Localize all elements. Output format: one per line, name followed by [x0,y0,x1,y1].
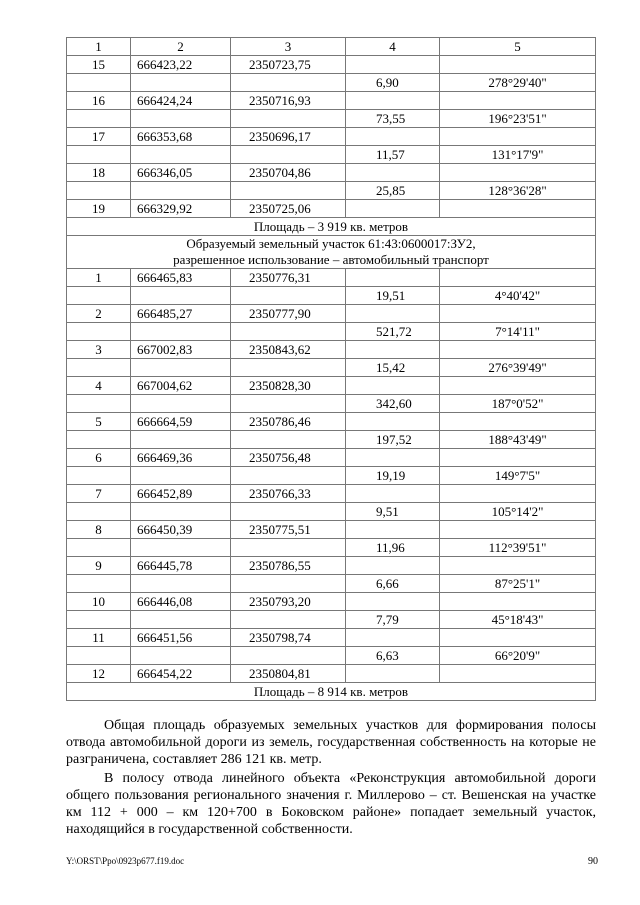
empty-cell [67,647,131,665]
table-row [67,665,596,683]
empty-cell [440,128,596,146]
coord-y: 2350775,51 [231,521,346,539]
empty-cell [346,341,440,359]
table-row [67,341,596,359]
point-number: 7 [67,485,131,503]
empty-cell [131,575,231,593]
table-row [67,503,596,521]
point-number: 1 [67,269,131,287]
empty-cell [131,110,231,128]
empty-cell [346,56,440,74]
distance: 342,60 [346,395,440,413]
distance: 7,79 [346,611,440,629]
header-col-4: 4 [346,38,440,56]
empty-cell [231,431,346,449]
empty-cell [231,575,346,593]
direction-angle: 4°40'42" [440,287,596,305]
direction-angle: 66°20'9" [440,647,596,665]
paragraph-total-area-text: Общая площадь образуемых земельных участков для формирования полосы отвода автомобильной дороги из земель, государственная собственность на которые не разграничена, составляет 286 121 кв. метр. [66,718,596,767]
coord-x: 666454,22 [131,665,231,683]
table-row [67,236,596,269]
coord-y: 2350804,81 [231,665,346,683]
coord-y: 2350843,62 [231,341,346,359]
empty-cell [67,110,131,128]
distance: 6,66 [346,575,440,593]
coord-x: 666465,83 [131,269,231,287]
empty-cell [440,305,596,323]
empty-cell [346,665,440,683]
point-number: 16 [67,92,131,110]
table-row [67,377,596,395]
empty-cell [231,467,346,485]
table-row [67,593,596,611]
table-row [67,323,596,341]
coord-x: 666445,78 [131,557,231,575]
empty-cell [231,110,346,128]
empty-cell [231,647,346,665]
coord-y: 2350756,48 [231,449,346,467]
coord-x: 666346,05 [131,164,231,182]
empty-cell [346,449,440,467]
coord-y: 2350777,90 [231,305,346,323]
table-row [67,74,596,92]
header-col-5: 5 [440,38,596,56]
table-row [67,539,596,557]
empty-cell [231,359,346,377]
empty-cell [440,377,596,395]
empty-cell [231,182,346,200]
table-row [67,629,596,647]
point-number: 17 [67,128,131,146]
section-title-line: разрешенное использование – автомобильный транспорт [173,252,489,267]
coord-x: 667002,83 [131,341,231,359]
point-number: 8 [67,521,131,539]
table-row [67,467,596,485]
empty-cell [346,377,440,395]
empty-cell [440,341,596,359]
table-row [67,521,596,539]
coord-y: 2350696,17 [231,128,346,146]
coord-y: 2350798,74 [231,629,346,647]
table-row [67,269,596,287]
empty-cell [67,287,131,305]
table-row [67,485,596,503]
empty-cell [131,323,231,341]
area-row-line: Площадь – 3 919 кв. метров [253,218,409,234]
point-number: 10 [67,593,131,611]
empty-cell [67,611,131,629]
coord-x: 666452,89 [131,485,231,503]
empty-cell [440,449,596,467]
empty-cell [67,359,131,377]
empty-cell [346,557,440,575]
distance: 9,51 [346,503,440,521]
direction-angle: 187°0'52" [440,395,596,413]
table-row [67,287,596,305]
empty-cell [346,269,440,287]
area-row [67,218,596,236]
point-number: 2 [67,305,131,323]
empty-cell [67,182,131,200]
distance: 25,85 [346,182,440,200]
empty-cell [440,269,596,287]
empty-cell [231,395,346,413]
table-row [67,449,596,467]
distance: 521,72 [346,323,440,341]
empty-cell [231,323,346,341]
direction-angle: 45°18'43" [440,611,596,629]
empty-cell [231,146,346,164]
empty-cell [231,503,346,521]
empty-cell [346,485,440,503]
coord-x: 666329,92 [131,200,231,218]
empty-cell [346,305,440,323]
empty-cell [131,146,231,164]
empty-cell [440,200,596,218]
coord-y: 2350776,31 [231,269,346,287]
coord-x: 666664,59 [131,413,231,431]
table-row [67,611,596,629]
distance: 197,52 [346,431,440,449]
coord-y: 2350716,93 [231,92,346,110]
empty-cell [440,521,596,539]
table-row [67,110,596,128]
table-row [67,359,596,377]
coordinates-table-body [67,38,596,701]
direction-angle: 7°14'11" [440,323,596,341]
empty-cell [440,665,596,683]
table-row [67,683,596,701]
coord-x: 666353,68 [131,128,231,146]
empty-cell [440,164,596,182]
empty-cell [131,395,231,413]
direction-angle: 196°23'51" [440,110,596,128]
empty-cell [67,575,131,593]
direction-angle: 131°17'9" [440,146,596,164]
empty-cell [131,647,231,665]
paragraph-total-area [66,717,596,768]
point-number: 12 [67,665,131,683]
empty-cell [131,287,231,305]
coord-x: 666450,39 [131,521,231,539]
distance: 15,42 [346,359,440,377]
coord-y: 2350723,75 [231,56,346,74]
paragraph-land-plot [66,770,596,838]
footer-file-path: Y:\ORST\Ppo\0923p677.f19.doc [66,856,185,866]
table-row [67,164,596,182]
empty-cell [131,539,231,557]
table-row [67,557,596,575]
empty-cell [131,359,231,377]
empty-cell [440,557,596,575]
section-title-line: Образуемый земельный участок 61:43:0600017:ЗУ2, [186,236,476,251]
empty-cell [346,164,440,182]
empty-cell [131,503,231,521]
empty-cell [440,413,596,431]
empty-cell [131,611,231,629]
direction-angle: 87°25'1" [440,575,596,593]
section-title [67,236,596,269]
empty-cell [440,629,596,647]
coord-x: 666485,27 [131,305,231,323]
header-col-3: 3 [231,38,346,56]
coord-y: 2350766,33 [231,485,346,503]
empty-cell [346,92,440,110]
empty-cell [67,539,131,557]
coord-x: 666469,36 [131,449,231,467]
paragraph-land-plot-text: В полосу отвода линейного объекта «Реконструкция автомобильной дороги общего пользования регионального значения г. Миллерово – ст. Вешенская на участке км 112 + 000 – км 120+700 в Боковском районе» попадает земельный участок, находящийся в государственной собственности. [66,771,596,837]
coord-x: 666446,08 [131,593,231,611]
direction-angle: 278°29'40" [440,74,596,92]
table-row [67,200,596,218]
table-row [67,647,596,665]
point-number: 11 [67,629,131,647]
empty-cell [346,593,440,611]
point-number: 3 [67,341,131,359]
direction-angle: 276°39'49" [440,359,596,377]
empty-cell [131,431,231,449]
distance: 11,96 [346,539,440,557]
coord-x: 666423,22 [131,56,231,74]
coord-y: 2350793,20 [231,593,346,611]
distance: 6,63 [346,647,440,665]
empty-cell [67,503,131,521]
coord-y: 2350786,46 [231,413,346,431]
table-row [67,305,596,323]
coord-y: 2350704,86 [231,164,346,182]
point-number: 6 [67,449,131,467]
empty-cell [440,485,596,503]
empty-cell [440,92,596,110]
table-row [67,395,596,413]
empty-cell [346,200,440,218]
point-number: 15 [67,56,131,74]
empty-cell [67,146,131,164]
distance: 73,55 [346,110,440,128]
empty-cell [231,287,346,305]
header-col-2: 2 [131,38,231,56]
table-row [67,56,596,74]
empty-cell [440,593,596,611]
coord-y: 2350786,55 [231,557,346,575]
empty-cell [67,467,131,485]
empty-cell [346,521,440,539]
table-row [67,218,596,236]
table-row [67,575,596,593]
coord-x: 666424,24 [131,92,231,110]
coord-y: 2350725,06 [231,200,346,218]
coordinates-table [66,37,596,701]
coord-x: 666451,56 [131,629,231,647]
empty-cell [231,74,346,92]
distance: 6,90 [346,74,440,92]
direction-angle: 105°14'2" [440,503,596,521]
empty-cell [346,413,440,431]
direction-angle: 149°7'5" [440,467,596,485]
empty-cell [131,467,231,485]
empty-cell [67,323,131,341]
table-row [67,182,596,200]
table-row [67,146,596,164]
empty-cell [67,395,131,413]
empty-cell [131,182,231,200]
direction-angle: 128°36'28" [440,182,596,200]
area-row-line: Площадь – 8 914 кв. метров [253,683,409,699]
table-row [67,413,596,431]
empty-cell [131,74,231,92]
point-number: 4 [67,377,131,395]
distance: 11,57 [346,146,440,164]
empty-cell [231,611,346,629]
table-header-row [67,38,596,56]
empty-cell [231,539,346,557]
table-row [67,431,596,449]
direction-angle: 112°39'51" [440,539,596,557]
distance: 19,19 [346,467,440,485]
point-number: 18 [67,164,131,182]
coord-y: 2350828,30 [231,377,346,395]
page-number: 90 [588,856,598,867]
header-col-1: 1 [67,38,131,56]
empty-cell [440,56,596,74]
coord-x: 667004,62 [131,377,231,395]
empty-cell [67,431,131,449]
area-row [67,683,596,701]
point-number: 5 [67,413,131,431]
distance: 19,51 [346,287,440,305]
table-row [67,92,596,110]
empty-cell [346,629,440,647]
table-row [67,128,596,146]
point-number: 9 [67,557,131,575]
empty-cell [67,74,131,92]
empty-cell [346,128,440,146]
point-number: 19 [67,200,131,218]
direction-angle: 188°43'49" [440,431,596,449]
